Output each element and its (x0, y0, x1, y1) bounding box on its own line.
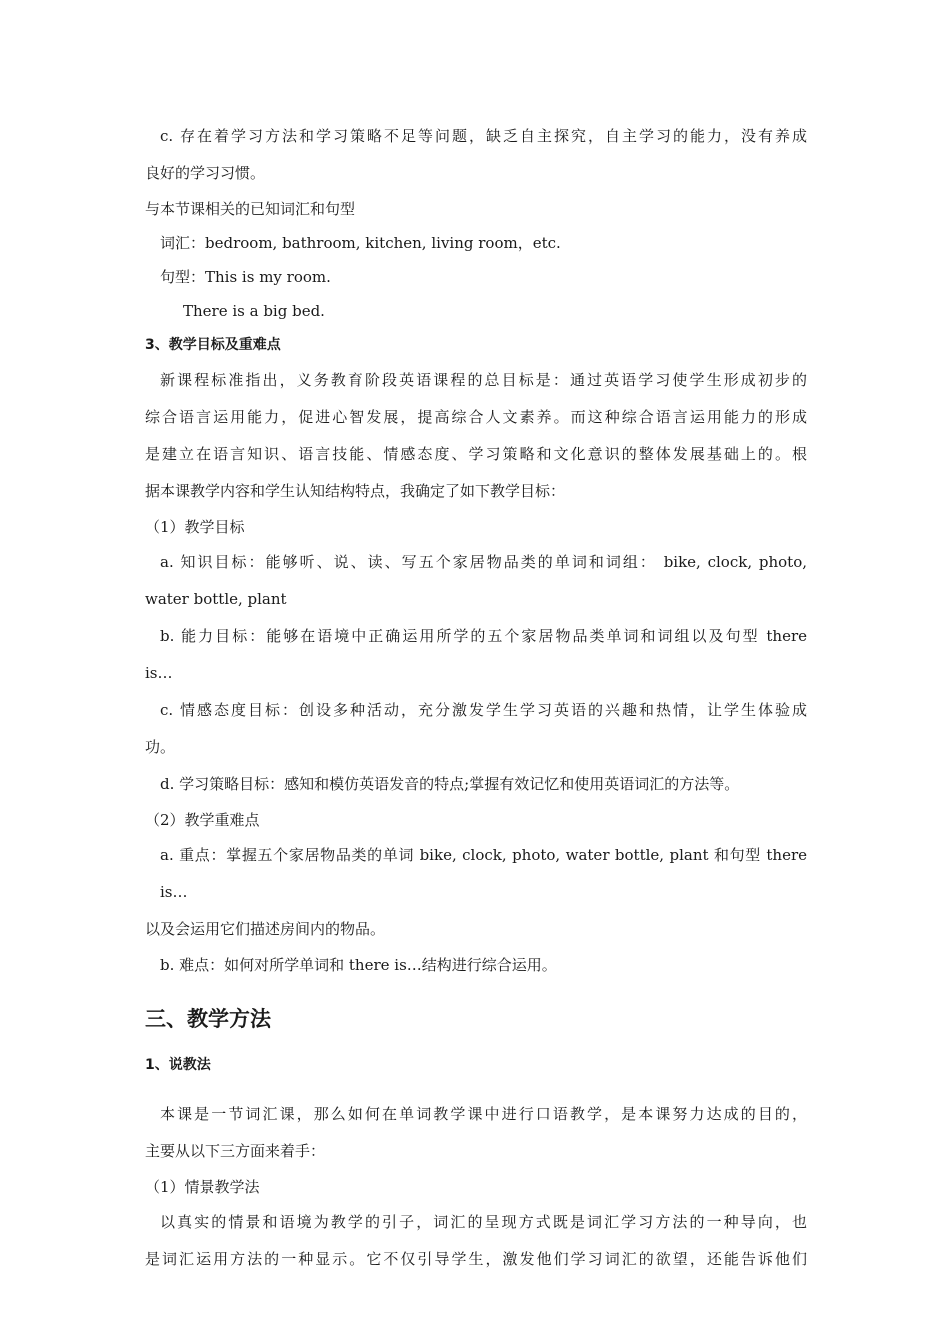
section-label: 与本节课相关的已知词汇和句型 (145, 200, 356, 218)
objective-line: b. 能力目标：能够在语境中正确运用所学的五个家居物品类单词和词组以及句型 there (160, 627, 807, 645)
chapter-heading: 三、教学方法 (145, 1007, 271, 1031)
paragraph-line: 据本课教学内容和学生认知结构特点，我确定了如下教学目标： (145, 482, 566, 500)
paragraph-line: 主要从以下三方面来着手： (145, 1142, 326, 1160)
subsection-label: （2）教学重难点 (145, 811, 260, 829)
objective-line: d. 学习策略目标：感知和模仿英语发音的特点;掌握有效记忆和使用英语词汇的方法等。 (160, 775, 740, 793)
sentence-pattern-line: There is a big bed. (183, 302, 325, 320)
subsection-label: （1）教学目标 (145, 518, 245, 536)
subsection-label: （1）情景教学法 (145, 1178, 260, 1196)
paragraph-line: c. 存在着学习方法和学习策略不足等问题，缺乏自主探究，自主学习的能力，没有养成 (160, 127, 807, 145)
paragraph-line: 新课程标准指出，义务教育阶段英语课程的总目标是：通过英语学习使学生形成初步的 (160, 371, 807, 389)
paragraph-line: 是词汇运用方法的一种显示。它不仅引导学生，激发他们学习词汇的欲望，还能告诉他们 (145, 1250, 807, 1268)
section-heading: 1、说教法 (145, 1057, 211, 1073)
paragraph-line: 本课是一节词汇课，那么如何在单词教学课中进行口语教学，是本课努力达成的目的， (160, 1105, 807, 1123)
objective-line: c. 情感态度目标：创设多种活动，充分激发学生学习英语的兴趣和热情，让学生体验成 (160, 701, 807, 719)
key-point-line: 以及会运用它们描述房间内的物品。 (145, 920, 386, 938)
objective-line: is… (145, 664, 173, 682)
difficulty-line: b. 难点：如何对所学单词和 there is…结构进行综合运用。 (160, 956, 557, 974)
paragraph-line: 良好的学习习惯。 (145, 164, 266, 182)
section-heading: 3、教学目标及重难点 (145, 337, 281, 353)
objective-line: 功。 (145, 738, 176, 756)
paragraph-line: 综合语言运用能力，促进心智发展，提高综合人文素养。而这种综合语言运用能力的形成 (145, 408, 807, 426)
objective-line: water bottle, plant (145, 590, 287, 608)
document-page (145, 118, 807, 1278)
vocabulary-line: 词汇：bedroom, bathroom, kitchen, living room，etc. (160, 234, 561, 252)
paragraph-line: 是建立在语言知识、语言技能、情感态度、学习策略和文化意识的整体发展基础上的。根 (145, 445, 807, 463)
objective-line: a. 知识目标：能够听、说、读、写五个家居物品类的单词和词组： bike, clock, photo, (160, 553, 807, 571)
key-point-line: a. 重点：掌握五个家居物品类的单词 bike, clock, photo, water bottle, plant 和句型 there is… (160, 846, 807, 901)
sentence-pattern-line: 句型：This is my room. (160, 268, 331, 286)
paragraph-line: 以真实的情景和语境为教学的引子，词汇的呈现方式既是词汇学习方法的一种导向，也 (160, 1213, 807, 1231)
